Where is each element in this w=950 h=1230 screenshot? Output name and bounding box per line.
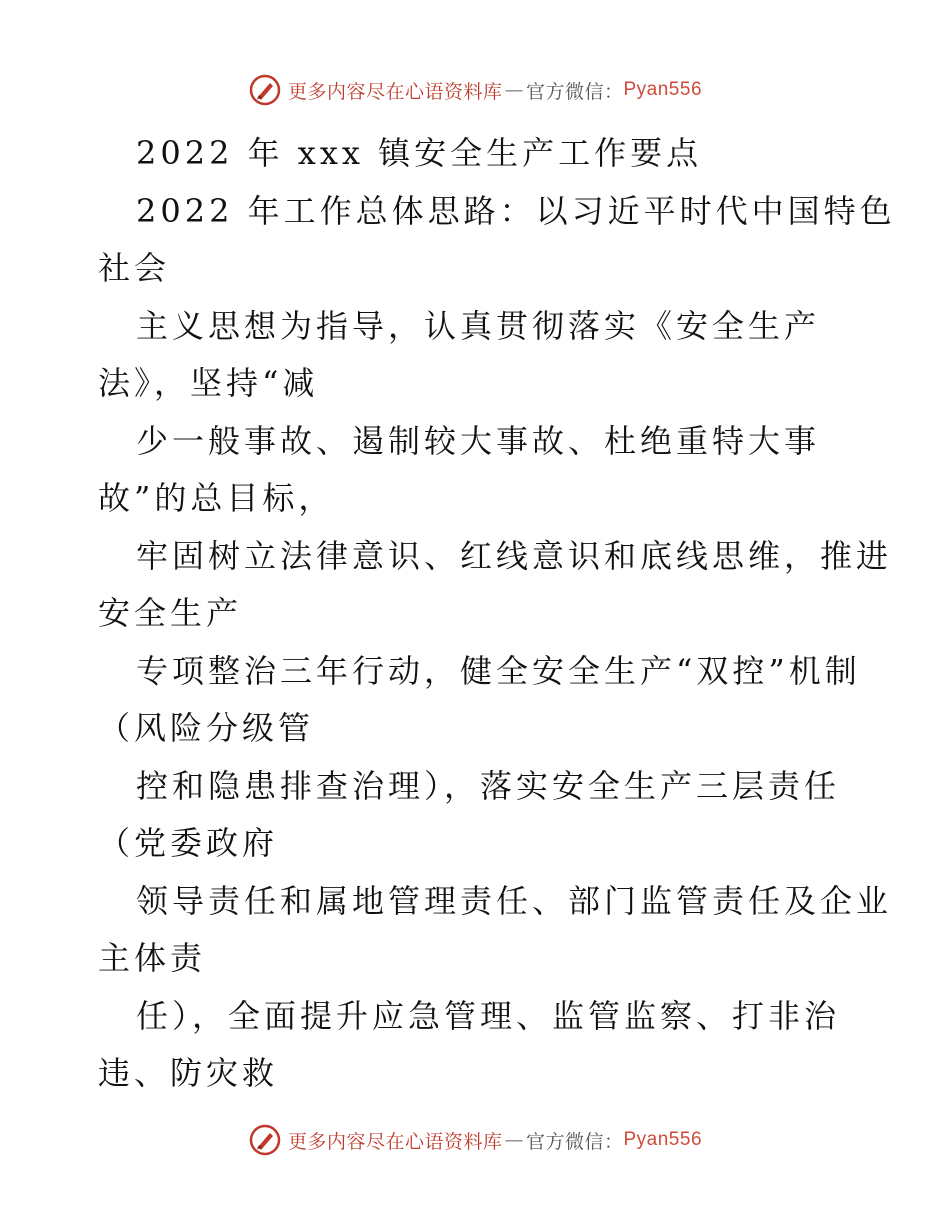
document-title: 2022 年 xxx 镇安全生产工作要点 [136, 134, 703, 172]
paragraph-line: 领导责任和属地管理责任、部门监管责任及企业 [136, 881, 893, 920]
paragraph-line: （风险分级管 [98, 709, 315, 747]
paragraph-line: 任），全面提升应急管理、监管监察、打非治 [136, 996, 841, 1035]
paragraph-line: （党委政府 [98, 824, 279, 862]
paragraph-line: 牢固树立法律意识、红线意识和底线思维，推进 [136, 536, 893, 575]
paragraph-line: 主体责 [98, 939, 207, 977]
document-body [98, 125, 896, 1103]
footer-watermark [0, 1120, 950, 1160]
watermark-wechat-label: 官方微信： [525, 80, 624, 103]
watermark-wechat-handle: Pyan556 [623, 1129, 703, 1150]
paragraph-line: 2022 年工作总体思路：以习近平时代中国特色 [136, 191, 896, 230]
pen-logo-icon [248, 73, 282, 107]
paragraph-line: 违、防灾救 [98, 1054, 279, 1092]
watermark-text: 更多内容尽在心语资料库 [287, 80, 503, 103]
watermark-wechat-handle: Pyan556 [623, 79, 703, 100]
watermark-wechat-label: 官方微信： [525, 1130, 624, 1153]
paragraph-line: 安全生产 [98, 594, 243, 632]
watermark-separator: — [504, 79, 524, 101]
paragraph-line: 专项整治三年行动，健全安全生产“双控”机制 [136, 651, 861, 690]
paragraph-line: 主义思想为指导，认真贯彻落实《安全生产 [136, 306, 821, 345]
paragraph-line: 故”的总目标， [98, 479, 335, 517]
paragraph-line: 法》，坚持“减 [98, 364, 319, 402]
paragraph-line: 少一般事故、遏制较大事故、杜绝重特大事 [136, 421, 821, 460]
watermark-text: 更多内容尽在心语资料库 [287, 1130, 503, 1153]
paragraph-line: 控和隐患排查治理），落实安全生产三层责任 [136, 766, 841, 805]
pen-logo-icon [248, 1123, 282, 1157]
watermark-separator: — [504, 1129, 524, 1151]
paragraph-line: 社会 [98, 249, 171, 287]
header-watermark [0, 70, 950, 110]
